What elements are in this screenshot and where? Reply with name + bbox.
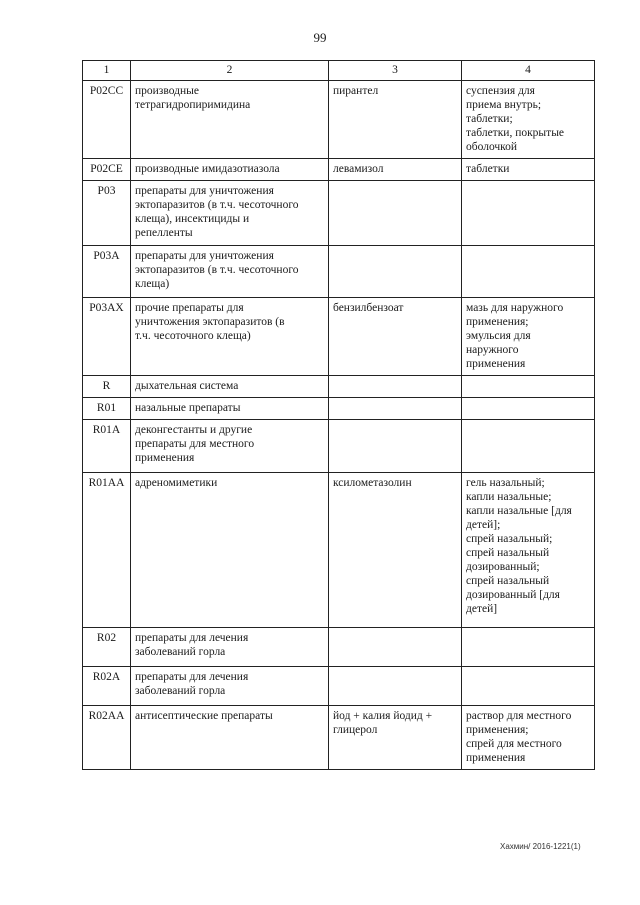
cell-text-line: пирантел bbox=[333, 85, 379, 97]
dosage-forms-cell bbox=[462, 81, 595, 159]
cell-text-line: адреномиметики bbox=[135, 477, 218, 489]
atc-code-cell: P02CC bbox=[83, 81, 131, 159]
atc-code-cell: R01AA bbox=[83, 473, 131, 628]
cell-text-line: прочие препараты для bbox=[135, 302, 244, 314]
dosage-forms-cell bbox=[462, 420, 595, 473]
cell-text-line: назальные препараты bbox=[135, 402, 241, 414]
drug-name-cell bbox=[329, 420, 462, 473]
anatomical-group-cell bbox=[131, 181, 329, 246]
cell-text-line: эмульсия для bbox=[466, 330, 531, 342]
cell-text-line: дозированный [для bbox=[466, 589, 560, 601]
cell-text-line: уничтожения эктопаразитов (в bbox=[135, 316, 285, 328]
column-header: 3 bbox=[329, 61, 462, 81]
cell-text-line: спрей для местного bbox=[466, 738, 562, 750]
table-body bbox=[83, 81, 595, 770]
footer-stamp: Хахмин/ 2016-1221(1) bbox=[500, 842, 581, 851]
atc-code-cell: R02 bbox=[83, 628, 131, 667]
dosage-forms-cell bbox=[462, 706, 595, 770]
atc-code-cell: P02CE bbox=[83, 159, 131, 181]
atc-code-cell: P03A bbox=[83, 246, 131, 298]
table-row bbox=[83, 667, 595, 706]
cell-text-line: спрей назальный bbox=[466, 575, 550, 587]
cell-text-line: мазь для наружного bbox=[466, 302, 564, 314]
atc-code-cell: P03 bbox=[83, 181, 131, 246]
column-header: 2 bbox=[131, 61, 329, 81]
cell-text-line: глицерол bbox=[333, 724, 378, 736]
table-row bbox=[83, 376, 595, 398]
cell-text-line: оболочкой bbox=[466, 141, 518, 153]
cell-text-line: эктопаразитов (в т.ч. чесоточного bbox=[135, 199, 299, 211]
cell-text-line: таблетки; bbox=[466, 113, 513, 125]
dosage-forms-cell bbox=[462, 159, 595, 181]
anatomical-group-cell bbox=[131, 628, 329, 667]
table-row bbox=[83, 298, 595, 376]
cell-text-line: дыхательная система bbox=[135, 380, 239, 392]
cell-text-line: препараты для лечения bbox=[135, 671, 249, 683]
table-row bbox=[83, 246, 595, 298]
cell-text-line: применения; bbox=[466, 724, 529, 736]
anatomical-group-cell bbox=[131, 81, 329, 159]
cell-text-line: производные bbox=[135, 85, 199, 97]
atc-code-cell: R02A bbox=[83, 667, 131, 706]
cell-text-line: таблетки bbox=[466, 163, 510, 175]
anatomical-group-cell bbox=[131, 298, 329, 376]
table-row bbox=[83, 628, 595, 667]
cell-text-line: детей] bbox=[466, 603, 498, 615]
cell-text-line: репелленты bbox=[135, 227, 193, 239]
atc-code-cell: R02AA bbox=[83, 706, 131, 770]
cell-text-line: клеща), инсектициды и bbox=[135, 213, 250, 225]
cell-text-line: антисептические препараты bbox=[135, 710, 273, 722]
dosage-forms-cell bbox=[462, 667, 595, 706]
cell-text-line: йод + калия йодид + bbox=[333, 710, 433, 722]
drug-name-cell bbox=[329, 159, 462, 181]
cell-text-line: препараты для уничтожения bbox=[135, 250, 274, 262]
anatomical-group-cell bbox=[131, 667, 329, 706]
drug-name-cell bbox=[329, 376, 462, 398]
cell-text-line: препараты для уничтожения bbox=[135, 185, 274, 197]
cell-text-line: применения bbox=[135, 452, 195, 464]
table-row bbox=[83, 706, 595, 770]
cell-text-line: т.ч. чесоточного клеща) bbox=[135, 330, 251, 342]
cell-text-line: препараты для местного bbox=[135, 438, 255, 450]
column-header: 1 bbox=[83, 61, 131, 81]
drug-name-cell bbox=[329, 667, 462, 706]
atc-code-cell: R01 bbox=[83, 398, 131, 420]
table-row bbox=[83, 159, 595, 181]
drug-name-cell bbox=[329, 181, 462, 246]
page-number: 99 bbox=[313, 30, 327, 45]
cell-text-line: раствор для местного bbox=[466, 710, 572, 722]
anatomical-group-cell bbox=[131, 420, 329, 473]
cell-text-line: левамизол bbox=[333, 163, 384, 175]
cell-text-line: капли назальные; bbox=[466, 491, 552, 503]
cell-text-line: деконгестанты и другие bbox=[135, 424, 253, 436]
cell-text-line: ксилометазолин bbox=[333, 477, 412, 489]
cell-text-line: бензилбензоат bbox=[333, 302, 404, 314]
cell-text-line: заболеваний горла bbox=[135, 685, 226, 697]
cell-text-line: применения bbox=[466, 358, 526, 370]
cell-text-line: применения; bbox=[466, 316, 529, 328]
anatomical-group-cell bbox=[131, 706, 329, 770]
atc-code-cell: R01A bbox=[83, 420, 131, 473]
drug-table bbox=[82, 60, 595, 770]
dosage-forms-cell bbox=[462, 628, 595, 667]
drug-name-cell bbox=[329, 298, 462, 376]
cell-text-line: заболеваний горла bbox=[135, 646, 226, 658]
anatomical-group-cell bbox=[131, 159, 329, 181]
cell-text-line: применения bbox=[466, 752, 526, 764]
dosage-forms-cell bbox=[462, 473, 595, 628]
table-row bbox=[83, 181, 595, 246]
drug-name-cell bbox=[329, 628, 462, 667]
cell-text-line: препараты для лечения bbox=[135, 632, 249, 644]
anatomical-group-cell bbox=[131, 376, 329, 398]
anatomical-group-cell bbox=[131, 473, 329, 628]
cell-text-line: производные имидазотиазола bbox=[135, 163, 280, 175]
drug-name-cell bbox=[329, 81, 462, 159]
cell-text-line: гель назальный; bbox=[466, 477, 545, 489]
cell-text-line: спрей назальный bbox=[466, 547, 550, 559]
cell-text-line: наружного bbox=[466, 344, 519, 356]
cell-text-line: детей]; bbox=[466, 519, 501, 531]
dosage-forms-cell bbox=[462, 298, 595, 376]
dosage-forms-cell bbox=[462, 398, 595, 420]
table-row bbox=[83, 473, 595, 628]
cell-text-line: таблетки, покрытые bbox=[466, 127, 565, 139]
table-header-row bbox=[83, 61, 595, 81]
table-row bbox=[83, 81, 595, 159]
cell-text-line: капли назальные [для bbox=[466, 505, 572, 517]
drug-name-cell bbox=[329, 398, 462, 420]
cell-text-line: приема внутрь; bbox=[466, 99, 542, 111]
atc-code-cell: R bbox=[83, 376, 131, 398]
cell-text-line: клеща) bbox=[135, 278, 170, 290]
cell-text-line: тетрагидропиримидина bbox=[135, 99, 251, 111]
table-row bbox=[83, 420, 595, 473]
dosage-forms-cell bbox=[462, 376, 595, 398]
drug-name-cell bbox=[329, 473, 462, 628]
cell-text-line: дозированный; bbox=[466, 561, 540, 573]
anatomical-group-cell bbox=[131, 398, 329, 420]
atc-code-cell: P03AX bbox=[83, 298, 131, 376]
table-row bbox=[83, 398, 595, 420]
dosage-forms-cell bbox=[462, 246, 595, 298]
column-header: 4 bbox=[462, 61, 595, 81]
cell-text-line: эктопаразитов (в т.ч. чесоточного bbox=[135, 264, 299, 276]
cell-text-line: спрей назальный; bbox=[466, 533, 553, 545]
anatomical-group-cell bbox=[131, 246, 329, 298]
drug-name-cell bbox=[329, 706, 462, 770]
drug-name-cell bbox=[329, 246, 462, 298]
cell-text-line: суспензия для bbox=[466, 85, 535, 97]
dosage-forms-cell bbox=[462, 181, 595, 246]
